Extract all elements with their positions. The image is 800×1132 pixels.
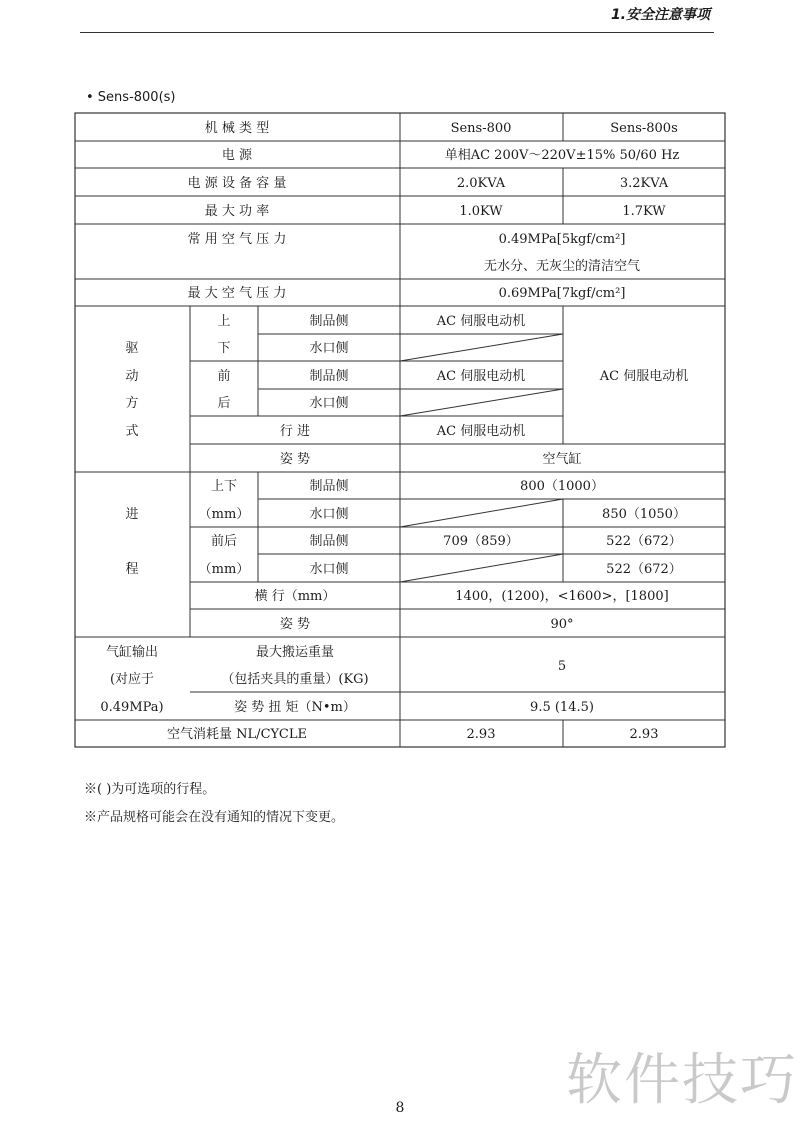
stroke-frontback-unit: （mm）	[198, 562, 250, 577]
stroke-traverse-label: 横 行（mm）	[254, 589, 336, 604]
stroke-label-2: 程	[125, 562, 139, 577]
drive-traverse-label: 行 进	[279, 424, 311, 439]
drive-fb-product-a: AC 伺服电动机	[436, 369, 526, 384]
header-title: 1.安全注意事项	[610, 7, 710, 23]
power-label: 电 源	[221, 148, 253, 163]
cyl-label-3: 0.49MPa)	[100, 700, 164, 715]
maxair-value: 0.69MPa[7kgf/cm²]	[498, 286, 626, 301]
stroke-updown-unit: （mm）	[198, 507, 250, 522]
drive-ud-product: 制品侧	[309, 314, 349, 329]
stroke-frontback: 前后	[210, 534, 238, 549]
stroke-traverse-value: 1400，(1200)，<1600>，[1800]	[455, 589, 669, 604]
capacity-b: 3.2KVA	[619, 176, 669, 191]
stroke-posture-value: 90°	[550, 617, 574, 632]
updown-1: 上	[217, 314, 231, 329]
drive-label-3: 方	[125, 396, 139, 411]
stroke-ud-gate-label: 水口侧	[309, 507, 349, 522]
frontback-1: 前	[217, 369, 231, 384]
air-value: 0.49MPa[5kgf/cm²]	[498, 232, 626, 247]
watermark: 软件技巧	[566, 1048, 798, 1113]
page-number: 8	[395, 1100, 405, 1116]
payload-label: 最大搬运重量	[255, 645, 335, 660]
airuse-a: 2.93	[466, 727, 496, 742]
cyl-label-1: 气缸输出	[105, 645, 159, 660]
airuse-label: 空气消耗量 NL/CYCLE	[167, 727, 307, 742]
stroke-fb-product-a: 709（859）	[443, 534, 519, 549]
drive-fb-product: 制品侧	[309, 369, 349, 384]
stroke-posture-label: 姿 势	[279, 617, 311, 632]
drive-ud-gate: 水口侧	[309, 341, 349, 356]
drive-posture-value: 空气缸	[542, 452, 582, 467]
stroke-ud-gate-b: 850（1050）	[602, 507, 686, 522]
stroke-fb-product-label: 制品侧	[309, 534, 349, 549]
drive-label-1: 驱	[125, 341, 139, 356]
power-value: 单相AC 200V～220V±15% 50/60 Hz	[444, 148, 680, 163]
air-label: 常 用 空 气 压 力	[187, 232, 287, 247]
stroke-fb-product-b: 522（672）	[606, 534, 682, 549]
frontback-2: 后	[217, 396, 231, 411]
drive-label-2: 动	[125, 369, 139, 384]
drive-posture-label: 姿 势	[279, 452, 311, 467]
note-change: ※产品规格可能会在没有通知的情况下变更。	[84, 810, 345, 825]
stroke-label-1: 进	[125, 507, 139, 522]
model-b: Sens-800s	[610, 121, 678, 136]
model-label: 机 械 类 型	[204, 121, 270, 136]
stroke-fb-gate-label: 水口侧	[309, 562, 349, 577]
stroke-ud-product-value: 800（1000）	[520, 479, 604, 494]
model-a: Sens-800	[450, 121, 512, 136]
maxpower-b: 1.7KW	[622, 204, 666, 219]
cyl-label-2: (对应于	[109, 672, 155, 687]
payload-value: 5	[557, 659, 567, 674]
capacity-label: 电 源 设 备 容 量	[187, 176, 287, 191]
airuse-b: 2.93	[629, 727, 659, 742]
air-note: 无水分、无灰尘的清洁空气	[483, 259, 641, 274]
drive-label-4: 式	[125, 424, 139, 439]
stroke-ud-product-label: 制品侧	[309, 479, 349, 494]
stroke-updown: 上下	[210, 479, 238, 494]
torque-value: 9.5 (14.5)	[530, 700, 594, 715]
stroke-fb-gate-b: 522（672）	[606, 562, 682, 577]
torque-label: 姿 势 扭 矩（N•m）	[234, 700, 356, 715]
drive-ud-product-a: AC 伺服电动机	[436, 314, 526, 329]
updown-2: 下	[217, 341, 231, 356]
payload-sub: （包括夹具的重量）(KG)	[221, 672, 369, 687]
section-title: • Sens-800(s)	[86, 90, 176, 105]
capacity-a: 2.0KVA	[456, 176, 506, 191]
drive-b-value: AC 伺服电动机	[599, 369, 689, 384]
maxpower-label: 最 大 功 率	[204, 204, 270, 219]
drive-fb-gate: 水口侧	[309, 396, 349, 411]
note-optional: ※( )为可选项的行程。	[84, 782, 216, 797]
maxair-label: 最 大 空 气 压 力	[187, 286, 287, 301]
drive-traverse-a: AC 伺服电动机	[436, 424, 526, 439]
maxpower-a: 1.0KW	[459, 204, 503, 219]
